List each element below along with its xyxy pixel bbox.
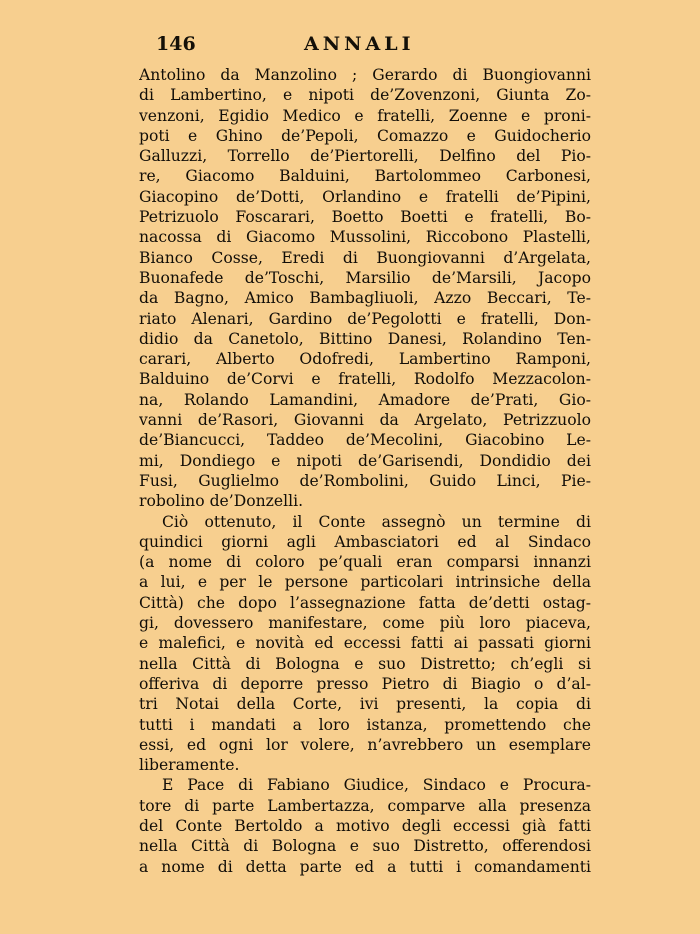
text-line: da Bagno, Amico Bambagliuoli, Azzo Beccari, Te- [139, 289, 591, 308]
text-line: nacossa di Giacomo Mussolini, Riccobono Plastelli, [139, 228, 591, 247]
text-line: Bianco Cosse, Eredi di Buongiovanni d’Argelata, [139, 248, 591, 267]
text-line: Giacopino de’Dotti, Orlandino e fratelli de’Pipini, [139, 187, 591, 206]
text-line: de’Biancucci, Taddeo de’Mecolini, Giacobino Le- [139, 431, 591, 450]
text-line: del Conte Bertoldo a motivo degli eccessi già fatti [139, 816, 591, 835]
paragraph-first-line: E Pace di Fabiano Giudice, Sindaco e Procura- [162, 776, 591, 795]
text-line: nella Città di Bologna e suo Distretto, offerendosi [139, 837, 591, 856]
text-line: didio da Canetolo, Bittino Danesi, Rolandino Ten- [139, 329, 591, 348]
running-title: ANNALI [304, 33, 415, 55]
text-line: Balduino de’Corvi e fratelli, Rodolfo Mezzacolon- [139, 370, 591, 389]
text-line: Petrizuolo Foscarari, Boetto Boetti e fratelli, Bo- [139, 208, 591, 227]
text-line: a lui, e per le persone particolari intrinsiche della [139, 573, 591, 592]
text-line: Galluzzi, Torrello de’Piertorelli, Delfino del Pio- [139, 147, 591, 166]
text-line: venzoni, Egidio Medico e fratelli, Zoenne e proni- [139, 106, 591, 125]
text-line: nella Città di Bologna e suo Distretto; ch’egli si [139, 654, 591, 673]
text-line: Antolino da Manzolino ; Gerardo di Buongiovanni [139, 66, 591, 84]
text-line: Buonafede de’Toschi, Marsilio de’Marsili, Jacopo [139, 268, 591, 287]
body-text [139, 65, 591, 877]
text-line: quindici giorni agli Ambasciatori ed al Sindaco [139, 532, 591, 551]
text-line: tutti i mandati a loro istanza, promettendo che [139, 715, 591, 734]
text-line: e malefici, e novità ed eccessi fatti ai passati giorni [139, 634, 591, 653]
text-line: re, Giacomo Balduini, Bartolommeo Carbonesi, [139, 167, 591, 186]
text-line: (a nome di coloro pe’quali eran comparsi innanzi [139, 553, 591, 572]
text-line: riato Alenari, Gardino de’Pegolotti e fratelli, Don- [139, 309, 591, 328]
text-line: tri Notai della Corte, ivi presenti, la copia di [139, 695, 591, 714]
page-header [142, 32, 592, 58]
paragraph-end-line: liberamente. [139, 756, 240, 775]
text-line: mi, Dondiego e nipoti de’Garisendi, Dondidio dei [139, 451, 591, 470]
text-line: gi, dovessero manifestare, come più loro piaceva, [139, 614, 591, 633]
page-number: 146 [156, 33, 196, 55]
text-line: Città) che dopo l’assegnazione fatta de’detti ostag- [139, 593, 591, 612]
text-line: Fusi, Guglielmo de’Rombolini, Guido Linci, Pie- [139, 471, 591, 490]
text-line: poti e Ghino de’Pepoli, Comazzo e Guidocherio [139, 126, 591, 145]
text-line: na, Rolando Lamandini, Amadore de’Prati, Gio- [139, 390, 591, 409]
paragraph-first-line: Ciò ottenuto, il Conte assegnò un termine di [162, 512, 591, 531]
text-line: essi, ed ogni lor volere, n’avrebbero un esemplare [139, 735, 591, 754]
text-line: offeriva di deporre presso Pietro di Biagio o d’al- [139, 674, 591, 693]
text-line: vanni de’Rasori, Giovanni da Argelato, Petrizzuolo [139, 411, 591, 430]
text-line: a nome di detta parte ed a tutti i comandamenti [139, 857, 591, 876]
paragraph-end-line: robolino de’Donzelli. [139, 492, 304, 511]
text-line: tore di parte Lambertazza, comparve alla presenza [139, 796, 591, 815]
text-line: di Lambertino, e nipoti de’Zovenzoni, Giunta Zo- [139, 86, 591, 105]
text-line: carari, Alberto Odofredi, Lambertino Ramponi, [139, 350, 591, 369]
